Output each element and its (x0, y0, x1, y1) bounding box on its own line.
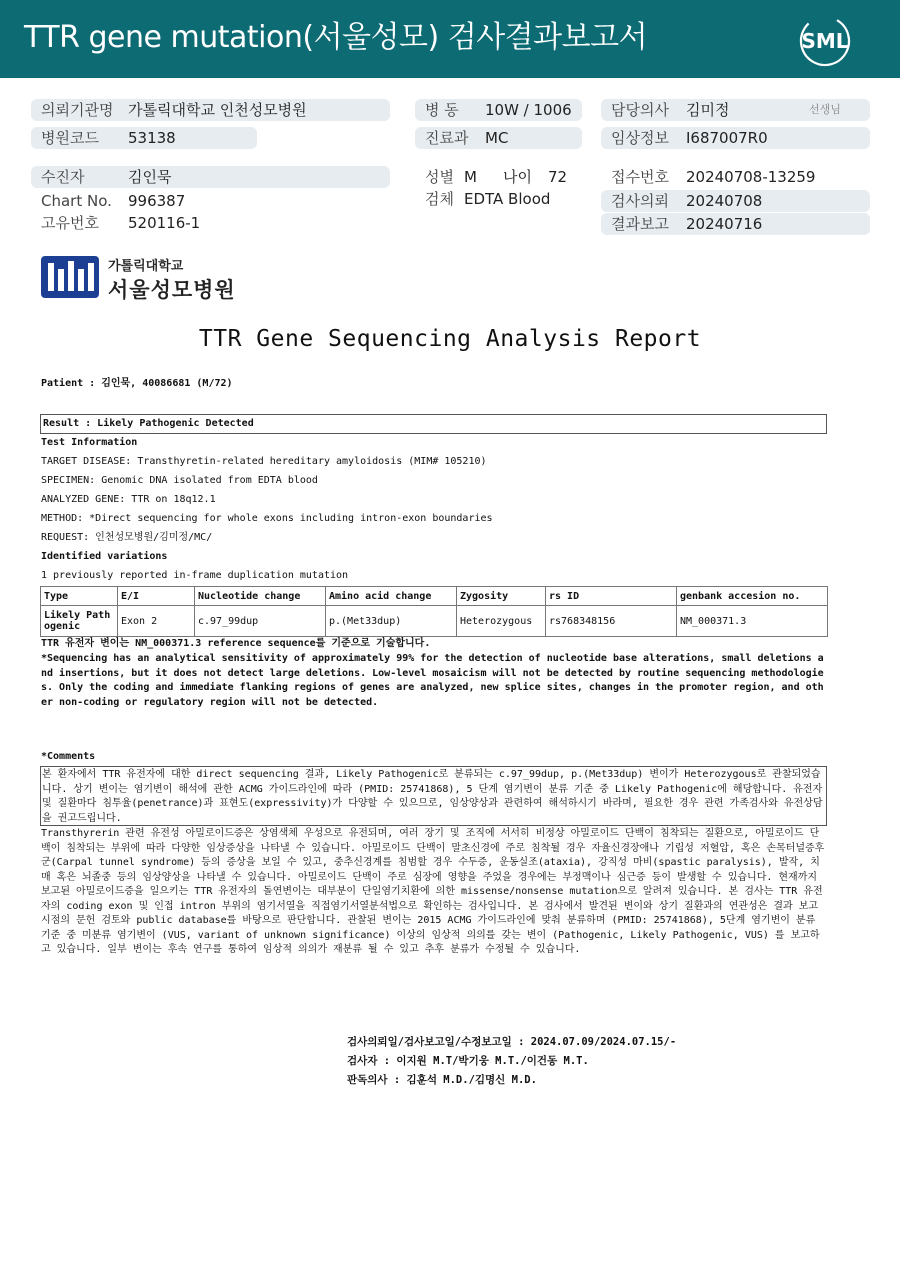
td-zygosity: Heterozygous (457, 606, 546, 637)
doctor-value: 김미정 (686, 101, 730, 119)
td-ei: Exon 2 (118, 606, 195, 637)
variant-table (40, 586, 828, 637)
examiner-line: 검사자 : 이지원 M.T/박기웅 M.T./이건동 M.T. (347, 1055, 589, 1067)
td-amino: p.(Met33dup) (326, 606, 457, 637)
reader-line: 판독의사 : 김훈석 M.D./김명신 M.D. (347, 1074, 537, 1086)
table-header-row (41, 587, 828, 606)
specimen-label: 검체 (425, 190, 454, 208)
comment-box (40, 766, 827, 826)
result-date-value: 20240716 (686, 215, 763, 233)
table-row (41, 606, 828, 637)
receipt-label: 접수번호 (611, 168, 669, 186)
receipt-value: 20240708-13259 (686, 168, 816, 186)
hospital-logo-icon (40, 255, 100, 299)
comment-box-text: 본 환자에서 TTR 유전자에 대한 direct sequencing 결과, Likely Pathogenic로 분류되는 c.97_99dup, p.(Met33dup) 변이가 Heterozygous로 관찰되었습니다. 상기 변이는 염기변이 해석에 관한 ACMG 가이드라인에 따라 (PMID: 25741868), 5 단계 염기변이 분류 기준 중 Likely Pathogenic에 해당합니다. 유전자 및 질환마다 침투율(penetrance)과 표현도(expressivity)가 다양할 수 있으므로, 임상양상과 관련하여 해석하시기 바라며, 필요한 경우 관련 가족검사와 유전상담을 권고드립니다. (42, 769, 823, 824)
method-line: METHOD: *Direct sequencing for whole exons including intron-exon boundaries (41, 513, 493, 524)
analyzed-gene: ANALYZED GENE: TTR on 18q12.1 (41, 494, 216, 505)
id-field (31, 212, 390, 234)
result-date-label: 결과보고 (611, 215, 669, 233)
receipt-field (601, 166, 870, 188)
td-genbank: NM_000371.3 (677, 606, 828, 637)
sensitivity-note: *Sequencing has an analytical sensitivity of approximately 99% for the detection of nucleotide base alterations, small deletions and insertions, but it does not detect large deletions. Low-level mosaicism will not be detected by routine sequencing methodologies. Only the coding and immediate flanking regions of genes are analyzed, new splice sites, changes in the promoter region, and other non-coding or regulatory region will not be detected. (41, 653, 824, 708)
id-value: 520116-1 (128, 214, 201, 232)
dept-field (415, 127, 582, 149)
request-field (601, 190, 870, 212)
doctor-suffix: 선생님 (809, 103, 841, 116)
ward-value: 10W / 1006 (485, 101, 572, 119)
identified-heading: Identified variations (41, 551, 168, 562)
institution-field (31, 99, 390, 121)
dept-label: 진료과 (425, 129, 469, 147)
sex-label: 성별 (425, 168, 454, 186)
request-label: 검사의뢰 (611, 192, 669, 210)
doctor-field (601, 99, 870, 121)
dept-value: MC (485, 129, 509, 147)
chart-field (31, 190, 390, 212)
hospital-name-line2: 서울성모병원 (108, 278, 236, 302)
th-genbank: genbank accesion no. (677, 587, 828, 606)
th-amino: Amino acid change (326, 587, 457, 606)
comment-body: Transthyrerin 관련 유전성 아밀로이드증은 상염색체 우성으로 유전되며, 여러 장기 및 조직에 서서히 비정상 아밀로이드 단백이 침착되는 질환으로, 아밀로이드 단백이 침착되는 부위에 따라 다양한 임상증상을 나타낼 수 있습니다. 아밀로이드 단백이 말초신경에 주로 침착될 경우 자율신경장애나 기립성 저혈압, 혹은 손목터널증후군(Carpal tunnel syndrome) 등의 증상을 보일 수 있고, 중추신경계를 침범할 경우 수두증, 운동실조(ataxia), 강직성 마비(spastic paralysis), 발작, 치매 혹은 뇌졸중 등의 임상양상을 나타낼 수 있습니다. 아밀로이드 단백이 주로 심장에 영향을 주었을 경우에는 부정맥이나 심근증 등이 발생할 수 있습니다. 현재까지 보고된 아밀로이드증을 일으키는 TTR 유전자의 돌연변이는 대부분이 단일염기치환에 의한 missense/nonsense mutation으로 알려져 있습니다. 본 검사는 TTR 유전자의 coding exon 및 인접 intron 부위의 염기서열을 직접염기서열분석법으로 확인하는 검사입니다. 본 검사에서 발견된 변이와 상기 질환과의 연관성은 결과 보고 시점의 문헌 검토와 public database를 바탕으로 판단합니다. 관찰된 변이는 2015 ACMG 가이드라인에 맞춰 분류하며 (PMID: 25741868), 5단계 염기변이 분류 기준 중 미분류 염기변이 (VUS, variant of unknown significance) 이상의 임상적 의의를 갖는 변이 (Pathogenic, Likely Pathogenic, VUS) 를 보고하고 있습니다. 일부 변이는 후속 연구를 통하여 임상적 의의가 재분류 될 수 있고 추후 분류가 수정될 수 있습니다. (41, 828, 825, 955)
result-box (40, 414, 827, 434)
hospital-code-value: 53138 (128, 129, 176, 147)
doctor-label: 담당의사 (611, 101, 669, 119)
patient-field (31, 166, 390, 188)
hospital-code-label: 병원코드 (41, 129, 99, 147)
specimen-value: EDTA Blood (464, 190, 551, 208)
specimen-field (415, 188, 595, 210)
clinical-label: 임상정보 (611, 129, 669, 147)
report-title: TTR Gene Sequencing Analysis Report (198, 326, 702, 352)
sex-age-field (415, 166, 595, 188)
age-value: 72 (548, 168, 568, 186)
report-header (0, 0, 900, 78)
th-zygosity: Zygosity (457, 587, 546, 606)
th-rsid: rs ID (546, 587, 677, 606)
ward-field (415, 99, 582, 121)
hospital-name-line1: 가톨릭대학교 (108, 259, 184, 274)
logo-text: SML (801, 29, 849, 53)
patient-label: 수진자 (41, 168, 85, 186)
chart-label: Chart No. (41, 192, 112, 210)
institution-label: 의뢰기관명 (41, 101, 114, 119)
request-line: REQUEST: 인천성모병원/김미정/MC/ (41, 532, 213, 543)
institution-value: 가톨릭대학교 인천성모병원 (128, 101, 307, 119)
specimen-line: SPECIMEN: Genomic DNA isolated from EDTA blood (41, 475, 318, 486)
chart-value: 996387 (128, 192, 186, 210)
identified-line: 1 previously reported in-frame duplication mutation (41, 570, 349, 581)
patient-value: 김인묵 (128, 168, 172, 186)
age-label: 나이 (503, 168, 532, 186)
id-label: 고유번호 (41, 214, 99, 232)
td-rsid: rs768348156 (546, 606, 677, 637)
patient-line: Patient : 김인묵, 40086681 (M/72) (41, 378, 233, 389)
target-disease: TARGET DISEASE: Transthyretin-related hereditary amyloidosis (MIM# 105210) (41, 456, 487, 467)
td-type: Likely Pathogenic (41, 606, 118, 637)
request-value: 20240708 (686, 192, 763, 210)
result-line: Result : Likely Pathogenic Detected (43, 418, 254, 429)
test-info-heading: Test Information (41, 437, 138, 448)
page-title: TTR gene mutation(서울성모) 검사결과보고서 (24, 20, 648, 55)
th-nucleotide: Nucleotide change (195, 587, 326, 606)
reference-note: TTR 유전자 변이는 NM_000371.3 reference sequence를 기준으로 기술합니다. (41, 638, 431, 649)
clinical-field (601, 127, 870, 149)
clinical-value: I687007R0 (686, 129, 768, 147)
th-type: Type (41, 587, 118, 606)
ward-label: 병 동 (425, 101, 459, 119)
comments-heading: *Comments (41, 751, 96, 762)
hospital-code-field (31, 127, 257, 149)
sex-value: M (464, 168, 477, 186)
result-date-field (601, 213, 870, 235)
sml-logo-icon (796, 12, 854, 70)
td-nucleotide: c.97_99dup (195, 606, 326, 637)
dates-line: 검사의뢰일/검사보고일/수정보고일 : 2024.07.09/2024.07.15/- (347, 1036, 677, 1048)
th-ei: E/I (118, 587, 195, 606)
